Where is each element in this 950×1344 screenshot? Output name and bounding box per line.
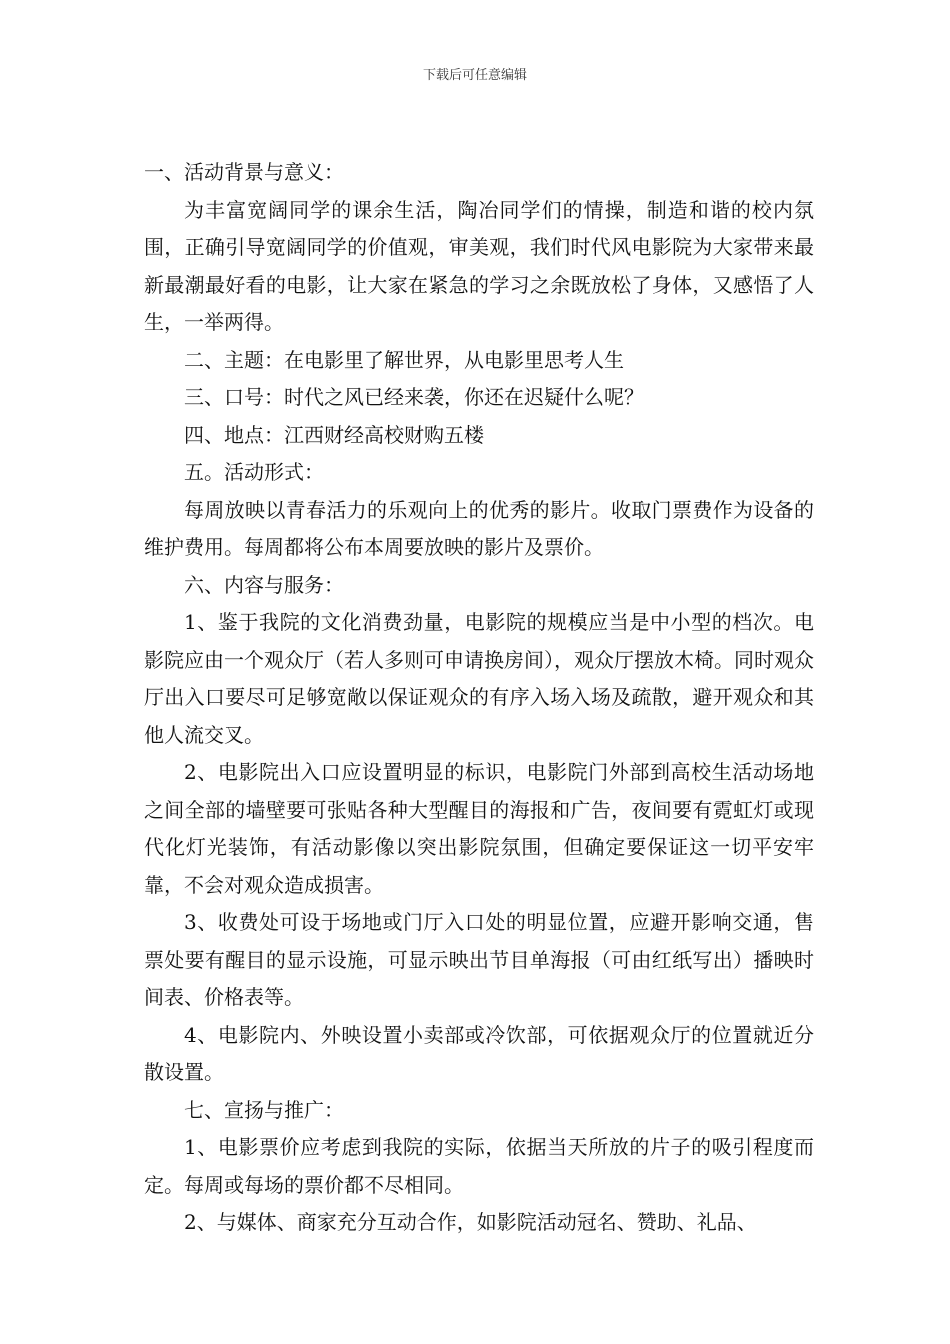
section-heading-format: 五。活动形式： xyxy=(184,460,324,484)
paragraph-format: 每周放映以青春活力的乐观向上的优秀的影片。收取门票费作为设备的维护费用。每周都将公布本周要放映的影片及票价。 xyxy=(144,497,814,559)
paragraph-location: 四、地点：江西财经高校财购五楼 xyxy=(184,422,484,447)
paragraph-content-4: 4、电影院内、外映设置小卖部或冷饮部，可依据观众厅的位置就近分散设置。 xyxy=(144,1022,814,1084)
paragraph-theme: 二、主题：在电影里了解世界，从电影里思考人生 xyxy=(184,347,624,372)
section-heading-promotion: 七、宣扬与推广： xyxy=(184,1097,344,1122)
section-heading-background: 一、活动背景与意义： xyxy=(144,160,344,184)
paragraph-content-1: 1、鉴于我院的文化消费劲量，电影院的规模应当是中小型的档次。电影院应由一个观众厅（若人多则可申请换房间），观众厅摆放木椅。同时观众厅出入口要尽可足够宽敞以保证观众的有序入场入场及疏散，避开观众和其他人流交叉。 xyxy=(144,610,814,747)
paragraph-promotion-1: 1、电影票价应考虑到我院的实际，依据当天所放的片子的吸引程度而定。每周或每场的票价都不尽相同。 xyxy=(144,1135,814,1197)
paragraph-background: 为丰富宽阔同学的课余生活，陶冶同学们的情操，制造和谐的校内氛围，正确引导宽阔同学的价值观，审美观，我们时代风电影院为大家带来最新最潮最好看的电影，让大家在紧急的学习之余既放松了身体，又感悟了人生，一举两得。 xyxy=(144,197,814,334)
section-heading-content: 六、内容与服务： xyxy=(184,572,344,597)
page-header-note: 下载后可任意编辑 xyxy=(422,68,527,83)
document-body xyxy=(144,154,814,1242)
paragraph-content-2: 2、电影院出入口应设置明显的标识，电影院门外部到高校生活动场地之间全部的墙壁要可张贴各种大型醒目的海报和广告，夜间要有霓虹灯或现代化灯光装饰，有活动影像以突出影院氛围，但确定要保证这一切平安牢靠，不会对观众造成损害。 xyxy=(144,760,814,897)
paragraph-promotion-2: 2、与媒体、商家充分互动合作，如影院活动冠名、赞助、礼品、 xyxy=(184,1210,757,1234)
paragraph-content-3: 3、收费处可设于场地或门厅入口处的明显位置，应避开影响交通，售票处要有醒目的显示设施，可显示映出节目单海报（可由红纸写出）播映时间表、价格表等。 xyxy=(144,910,814,1009)
paragraph-slogan: 三、口号：时代之风已经来袭，你还在迟疑什么呢？ xyxy=(184,385,644,409)
